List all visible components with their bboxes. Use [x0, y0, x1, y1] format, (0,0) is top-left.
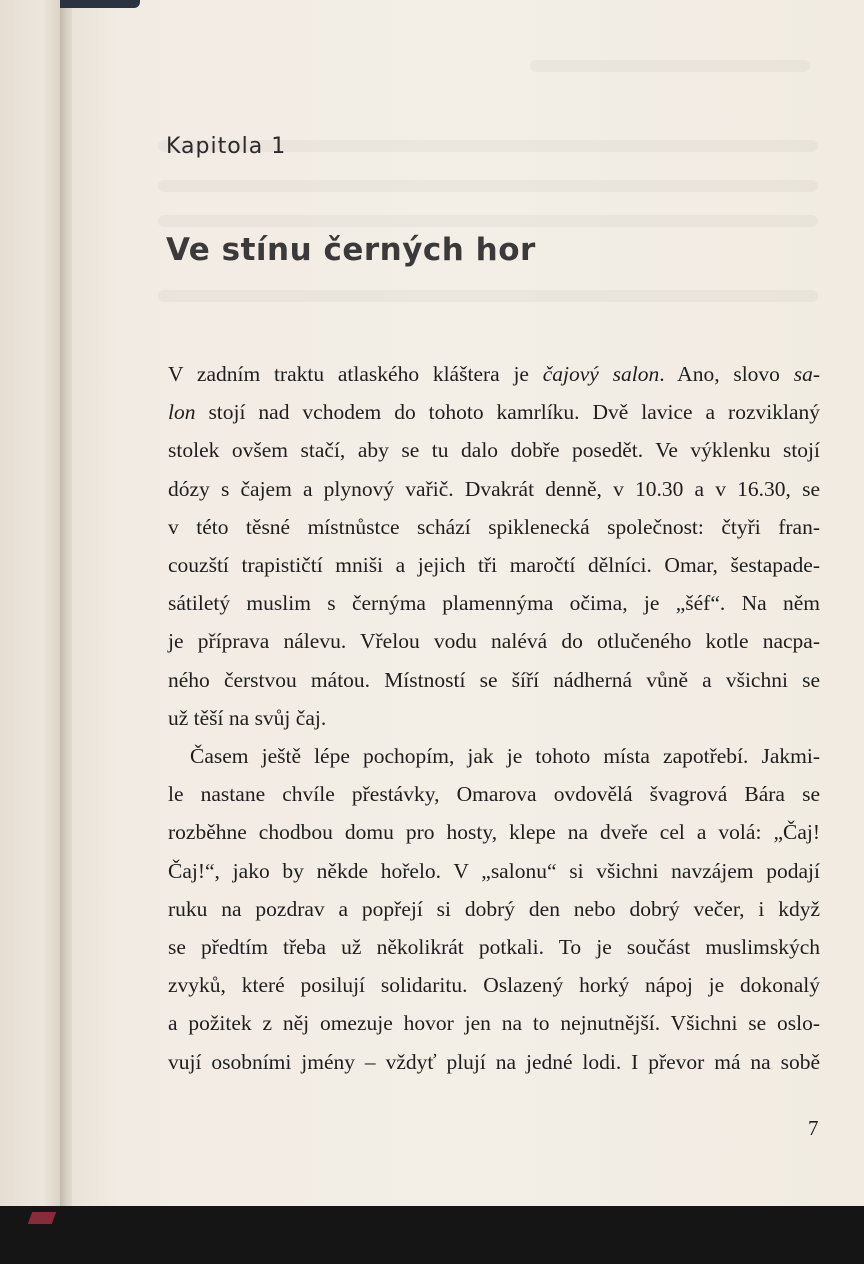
text-line: rozběhne chodbou domu pro hosty, klepe na dveře cel a volá: „Čaj!: [168, 820, 820, 845]
text-line: už těší na svůj čaj.: [168, 705, 327, 730]
text-line: le nastane chvíle přestávky, Omarova ovdovělá švagrová Bára se: [168, 782, 820, 807]
bookmark-ribbon: [60, 0, 140, 8]
text-line: Čaj!“, jako by někde hořelo. V „salonu“ si všichni navzájem podají: [168, 858, 820, 883]
text-line: V zadním traktu atlaského kláštera je čajový salon. Ano, slovo sa-: [168, 362, 820, 386]
bleed-through: [158, 180, 818, 192]
chapter-title: Ve stínu černých hor: [166, 232, 536, 268]
text-line: vují osobními jmény – vždyť plují na jedné lodi. I převor má na sobě: [168, 1049, 820, 1074]
page-number: 7: [808, 1116, 819, 1140]
text-line: se předtím třeba už několikrát potkali. To je součást muslimských: [168, 935, 820, 960]
ribbon-end: [28, 1212, 56, 1224]
text-line: v této těsné místnůstce schází spiklenecká společnost: čtyři fran-: [168, 514, 820, 539]
text-line: stolek ovšem stačí, aby se tu dalo dobře posedět. Ve výklenku stojí: [168, 438, 820, 463]
bleed-through: [158, 215, 818, 227]
text-line: ného čerstvou mátou. Místností se šíří nádherná vůně a všichni se: [168, 667, 820, 692]
text-line: zvyků, které posilují solidaritu. Oslazený horký nápoj je dokonalý: [168, 973, 820, 998]
text-line: a požitek z něj omezuje hovor jen na to nejnutnější. Všichni se oslo-: [168, 1011, 820, 1036]
paragraph-1: [168, 355, 820, 737]
text-line: sátiletý muslim s černýma plamennýma očima, je „šéf“. Na něm: [168, 591, 820, 616]
text-line: lon stojí nad vchodem do tohoto kamrlíku. Dvě lavice a rozviklaný: [168, 400, 820, 425]
text-line: dózy s čajem a plynový vařič. Dvakrát denně, v 10.30 a v 16.30, se: [168, 476, 820, 501]
body-text: [168, 355, 820, 1081]
text-line: je příprava nálevu. Vřelou vodu nalévá do otlučeného kotle nacpa-: [168, 629, 820, 654]
text-line: couzští trapističtí mniši a jejich tři maročtí dělníci. Omar, šestapade-: [168, 553, 820, 578]
text-line: Časem ještě lépe pochopím, jak je tohoto místa zapotřebí. Jakmi-: [190, 744, 820, 769]
chapter-label: Kapitola 1: [166, 134, 287, 159]
paragraph-2: [168, 737, 820, 1081]
book-bottom-edge: [0, 1206, 864, 1264]
bleed-through: [158, 290, 818, 302]
bleed-through: [530, 60, 810, 72]
text-line: ruku na pozdrav a popřejí si dobrý den nebo dobrý večer, i když: [168, 896, 820, 921]
